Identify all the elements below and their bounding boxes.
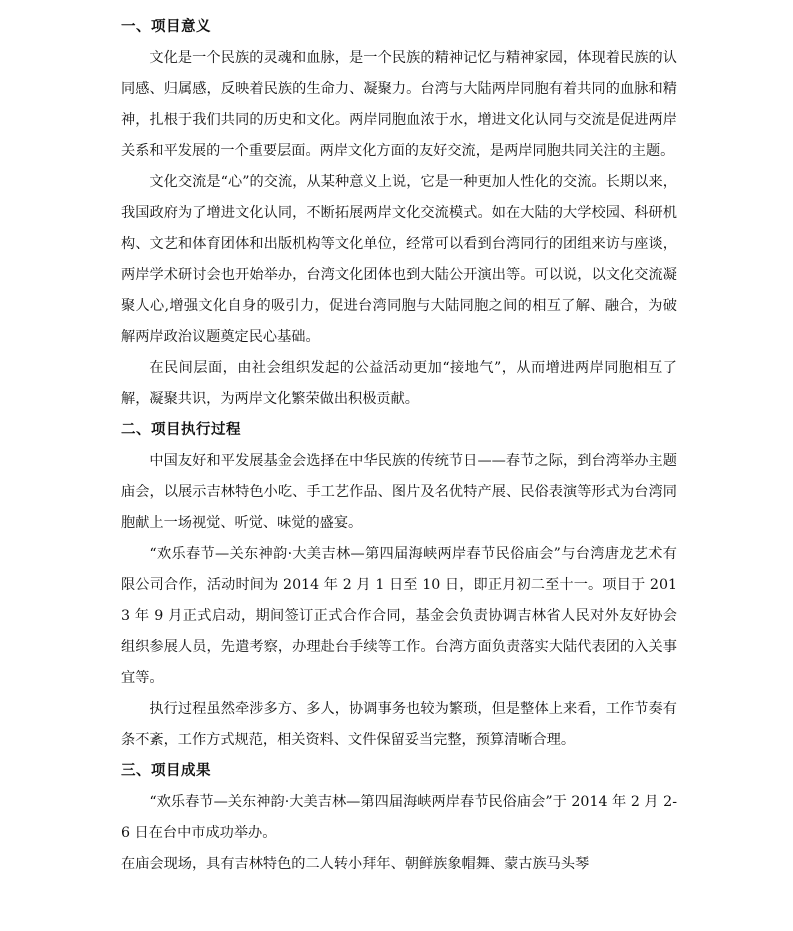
paragraph: 在庙会现场，具有吉林特色的二人转小拜年、朝鲜族象帽舞、蒙古族马头琴 bbox=[121, 856, 590, 872]
paragraph: 文化是一个民族的灵魂和血脉，是一个民族的精神记忆与精神家园，体现着民族的认同感、归属感，反映着民族的生命力、凝聚力。台湾与大陆两岸同胞有着共同的血脉和精神，扎根于我们共同的历史和文化。两岸同胞血浓于水，增进文化认同与交流是促进两岸关系和平发展的一个重要层面。两岸文化方面的友好交流，是两岸同胞共同关注的主题。 bbox=[121, 50, 677, 159]
paragraph: 在民间层面，由社会组织发起的公益活动更加“接地气”，从而增进两岸同胞相互了解，凝聚共识，为两岸文化繁荣做出积极贡献。 bbox=[121, 360, 677, 407]
section-heading-execution: 二、项目执行过程 bbox=[121, 422, 241, 438]
document-page bbox=[121, 12, 677, 880]
section-heading-significance: 一、项目意义 bbox=[121, 19, 211, 35]
paragraph: 文化交流是“心”的交流，从某种意义上说，它是一种更加人性化的交流。长期以来，我国政府为了增进文化认同，不断拓展两岸文化交流模式。如在大陆的大学校园、科研机构、文艺和体育团体和出版机构等文化单位，经常可以看到台湾同行的团组来访与座谈，两岸学术研讨会也开始举办，台湾文化团体也到大陆公开演出等。可以说，以文化交流凝聚人心,增强文化自身的吸引力，促进台湾同胞与大陆同胞之间的相互了解、融合，为破解两岸政治议题奠定民心基础。 bbox=[121, 174, 677, 345]
paragraph: “欢乐春节—关东神韵·大美吉林—第四届海峡两岸春节民俗庙会”于 2014 年 2 月 2-6 日在台中市成功举办。 bbox=[121, 794, 677, 841]
section-heading-results: 三、项目成果 bbox=[121, 763, 211, 779]
paragraph: 执行过程虽然牵涉多方、多人，协调事务也较为繁琐，但是整体上来看，工作节奏有条不紊，工作方式规范，相关资料、文件保留妥当完整，预算清晰合理。 bbox=[121, 701, 677, 748]
paragraph: 中国友好和平发展基金会选择在中华民族的传统节日——春节之际，到台湾举办主题庙会，以展示吉林特色小吃、手工艺作品、图片及名优特产展、民俗表演等形式为台湾同胞献上一场视觉、听觉、味觉的盛宴。 bbox=[121, 453, 677, 531]
paragraph: “欢乐春节—关东神韵·大美吉林—第四届海峡两岸春节民俗庙会”与台湾唐龙艺术有限公司合作，活动时间为 2014 年 2 月 1 日至 10 日，即正月初二至十一。项目于 2013 年 9 月正式启动，期间签订正式合作合同，基金会负责协调吉林省人民对外友好协会组织参展人员，先遣考察，办理赴台手续等工作。台湾方面负责落实大陆代表团的入关事宜等。 bbox=[121, 546, 677, 686]
